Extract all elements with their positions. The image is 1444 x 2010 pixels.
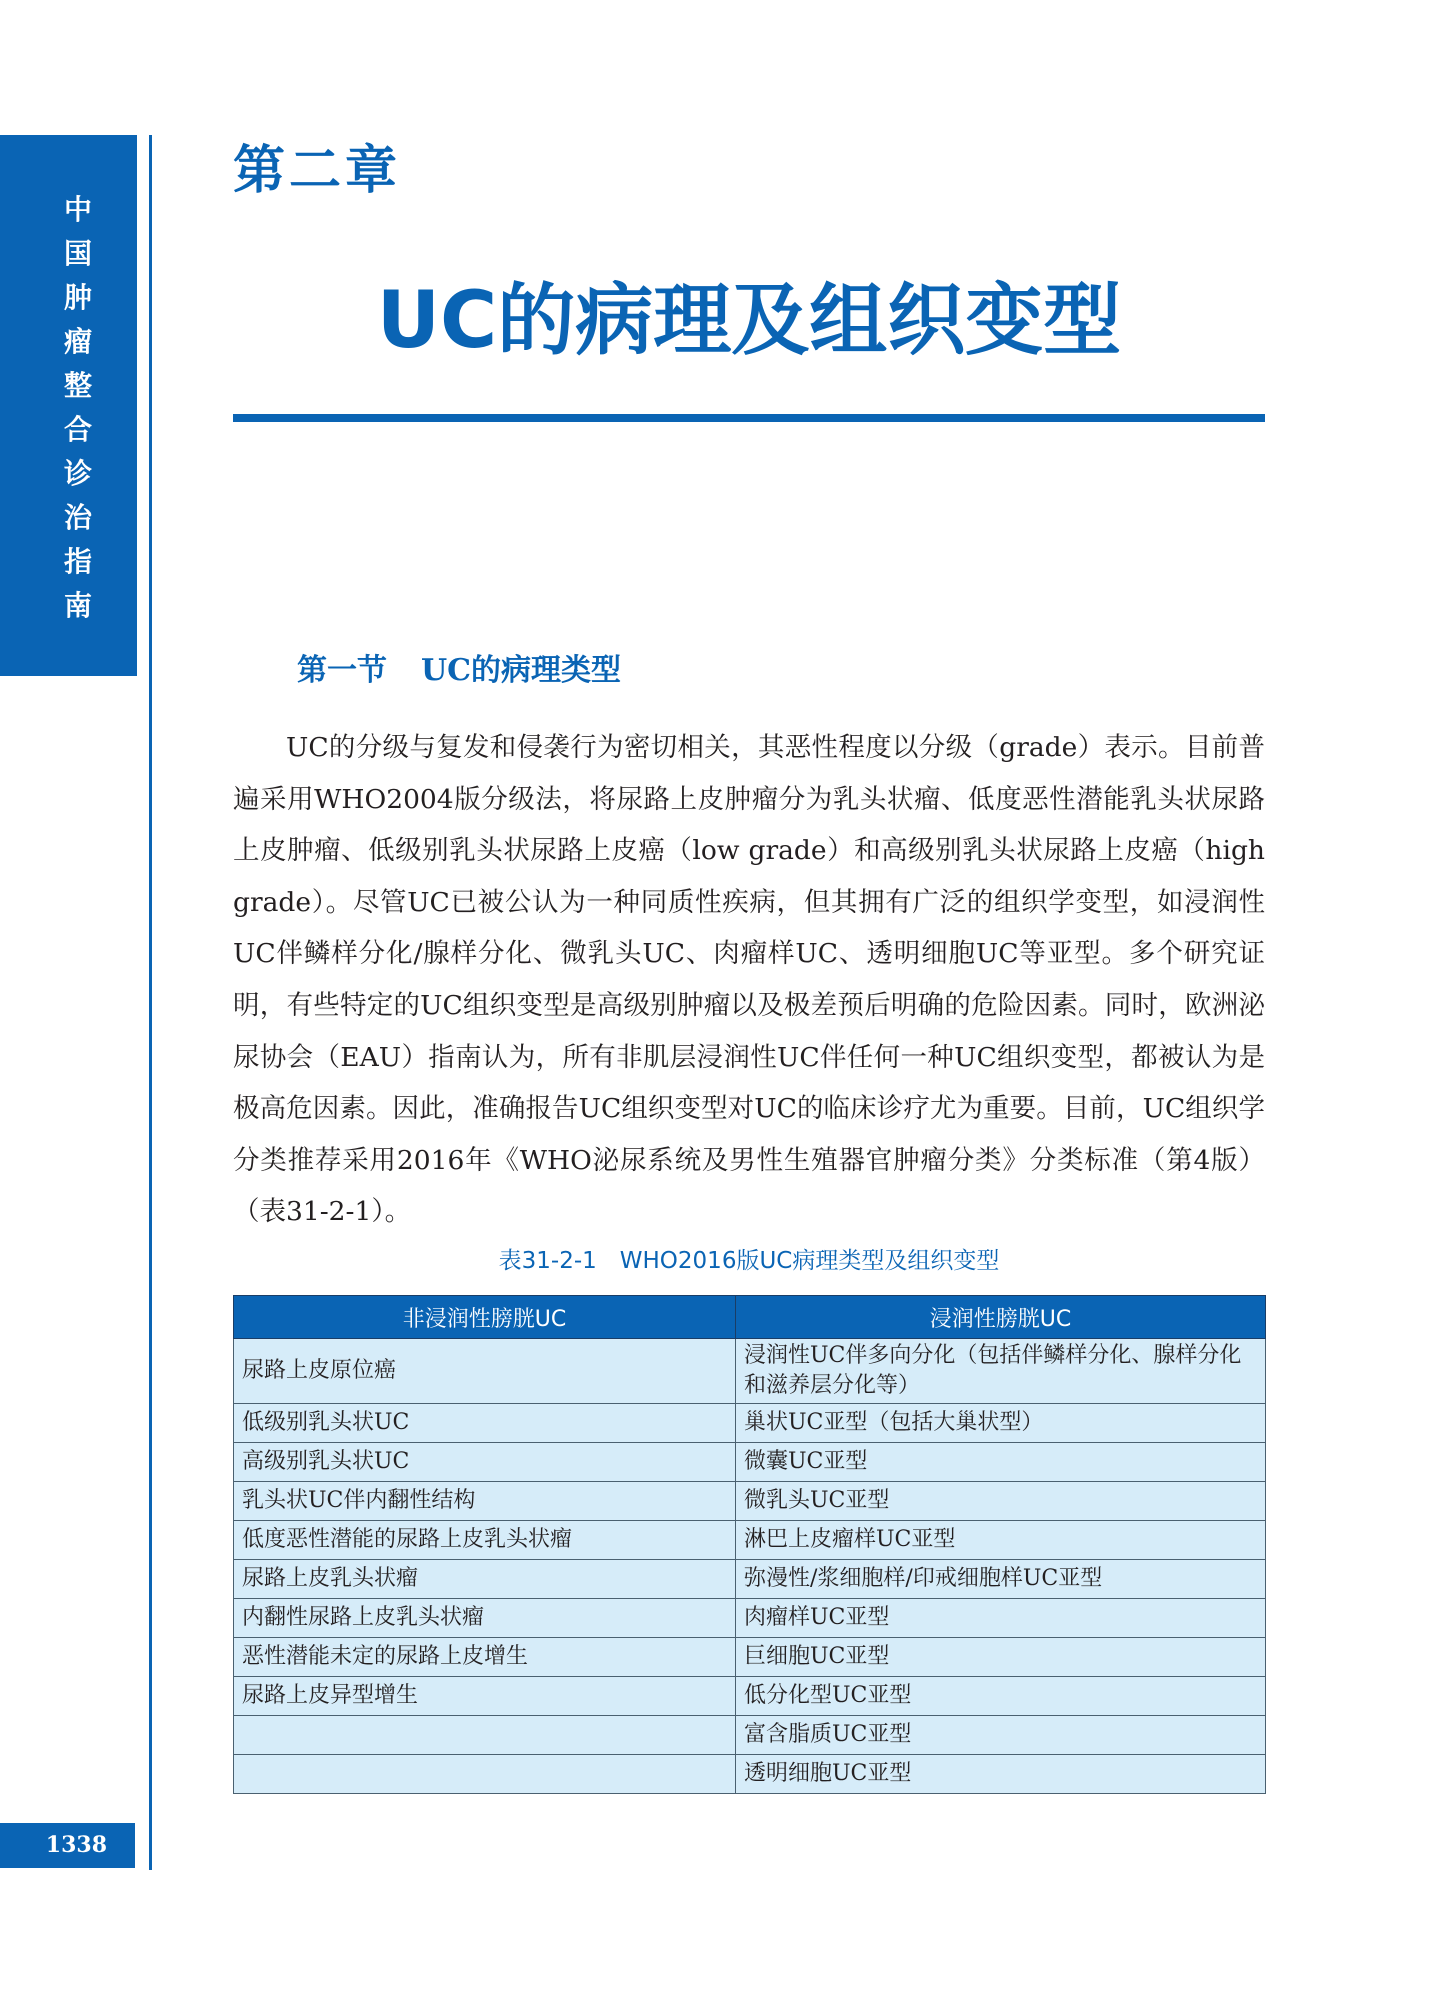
section-heading bbox=[297, 645, 621, 689]
cell-invasive: 肉瘤样UC亚型 bbox=[736, 1599, 1266, 1638]
header-non-invasive: 非浸润性膀胱UC bbox=[234, 1296, 736, 1339]
table-row bbox=[234, 1339, 1266, 1404]
table-caption: 表31-2-1 WHO2016版UC病理类型及组织变型 bbox=[498, 1248, 1000, 1274]
cell-non-invasive: 恶性潜能未定的尿路上皮增生 bbox=[234, 1638, 736, 1677]
body-paragraph: UC的分级与复发和侵袭行为密切相关，其恶性程度以分级（grade）表示。目前普遍采用WHO2004版分级法，将尿路上皮肿瘤分为乳头状瘤、低度恶性潜能乳头状尿路上皮肿瘤、低级别乳头状尿路上皮癌（low grade）和高级别乳头状尿路上皮癌（high grade）。尽管UC已被公认为一种同质性疾病，但其拥有广泛的组织学变型，如浸润性UC伴鳞样分化/腺样分化、微乳头UC、肉瘤样UC、透明细胞UC等亚型。多个研究证明，有些特定的UC组织变型是高级别肿瘤以及极差预后明确的危险因素。同时，欧洲泌尿协会（EAU）指南认为，所有非肌层浸润性UC伴任何一种UC组织变型，都被认为是极高危因素。因此，准确报告UC组织变型对UC的临床诊疗尤为重要。目前，UC组织学分类推荐采用2016年《WHO泌尿系统及男性生殖器官肿瘤分类》分类标准（第4版）（表31-2-1）。 bbox=[233, 732, 1265, 1228]
cell-invasive: 弥漫性/浆细胞样/印戒细胞样UC亚型 bbox=[736, 1560, 1266, 1599]
cell-invasive: 透明细胞UC亚型 bbox=[736, 1755, 1266, 1794]
margin-divider bbox=[149, 135, 152, 1870]
table-row bbox=[234, 1482, 1266, 1521]
sidebar-char: 诊 bbox=[63, 457, 92, 490]
table-row bbox=[234, 1716, 1266, 1755]
chapter-label: 第二章 bbox=[233, 141, 402, 201]
cell-non-invasive: 尿路上皮乳头状瘤 bbox=[234, 1560, 736, 1599]
sidebar-char: 合 bbox=[63, 413, 92, 446]
header-invasive: 浸润性膀胱UC bbox=[736, 1296, 1266, 1339]
page-number: 1338 bbox=[0, 1823, 135, 1868]
table-row bbox=[234, 1521, 1266, 1560]
sidebar-char: 治 bbox=[63, 501, 92, 534]
cell-invasive: 微囊UC亚型 bbox=[736, 1443, 1266, 1482]
title-rule bbox=[233, 414, 1265, 422]
sidebar-char: 南 bbox=[63, 589, 92, 622]
cell-invasive: 巢状UC亚型（包括大巢状型） bbox=[736, 1404, 1266, 1443]
table-row bbox=[234, 1677, 1266, 1716]
sidebar-char: 瘤 bbox=[63, 325, 92, 358]
cell-non-invasive: 低度恶性潜能的尿路上皮乳头状瘤 bbox=[234, 1521, 736, 1560]
sidebar-char: 中 bbox=[63, 193, 92, 226]
table-row bbox=[234, 1404, 1266, 1443]
chapter-title: UC的病理及组织变型 bbox=[376, 276, 1122, 366]
cell-invasive: 微乳头UC亚型 bbox=[736, 1482, 1266, 1521]
sidebar-char: 肿 bbox=[63, 281, 92, 314]
table-row bbox=[234, 1443, 1266, 1482]
cell-invasive: 富含脂质UC亚型 bbox=[736, 1716, 1266, 1755]
table-row bbox=[234, 1599, 1266, 1638]
section-title: UC的病理类型 bbox=[421, 653, 622, 688]
cell-non-invasive: 尿路上皮原位癌 bbox=[234, 1339, 736, 1404]
cell-non-invasive: 低级别乳头状UC bbox=[234, 1404, 736, 1443]
sidebar-char: 指 bbox=[63, 545, 92, 578]
cell-invasive: 浸润性UC伴多向分化（包括伴鳞样分化、腺样分化和滋养层分化等） bbox=[736, 1339, 1266, 1404]
section-number: 第一节 bbox=[297, 653, 387, 688]
cell-non-invasive bbox=[234, 1716, 736, 1755]
sidebar-char: 国 bbox=[63, 237, 92, 270]
cell-non-invasive: 内翻性尿路上皮乳头状瘤 bbox=[234, 1599, 736, 1638]
cell-non-invasive: 尿路上皮异型增生 bbox=[234, 1677, 736, 1716]
cell-invasive: 低分化型UC亚型 bbox=[736, 1677, 1266, 1716]
table-row bbox=[234, 1638, 1266, 1677]
table-row bbox=[234, 1560, 1266, 1599]
book-title-vertical bbox=[58, 188, 98, 628]
cell-invasive: 淋巴上皮瘤样UC亚型 bbox=[736, 1521, 1266, 1560]
sidebar-char: 整 bbox=[63, 369, 92, 402]
cell-invasive: 巨细胞UC亚型 bbox=[736, 1638, 1266, 1677]
cell-non-invasive: 乳头状UC伴内翻性结构 bbox=[234, 1482, 736, 1521]
pathology-table bbox=[233, 1295, 1266, 1794]
table-row bbox=[234, 1755, 1266, 1794]
cell-non-invasive bbox=[234, 1755, 736, 1794]
cell-non-invasive: 高级别乳头状UC bbox=[234, 1443, 736, 1482]
